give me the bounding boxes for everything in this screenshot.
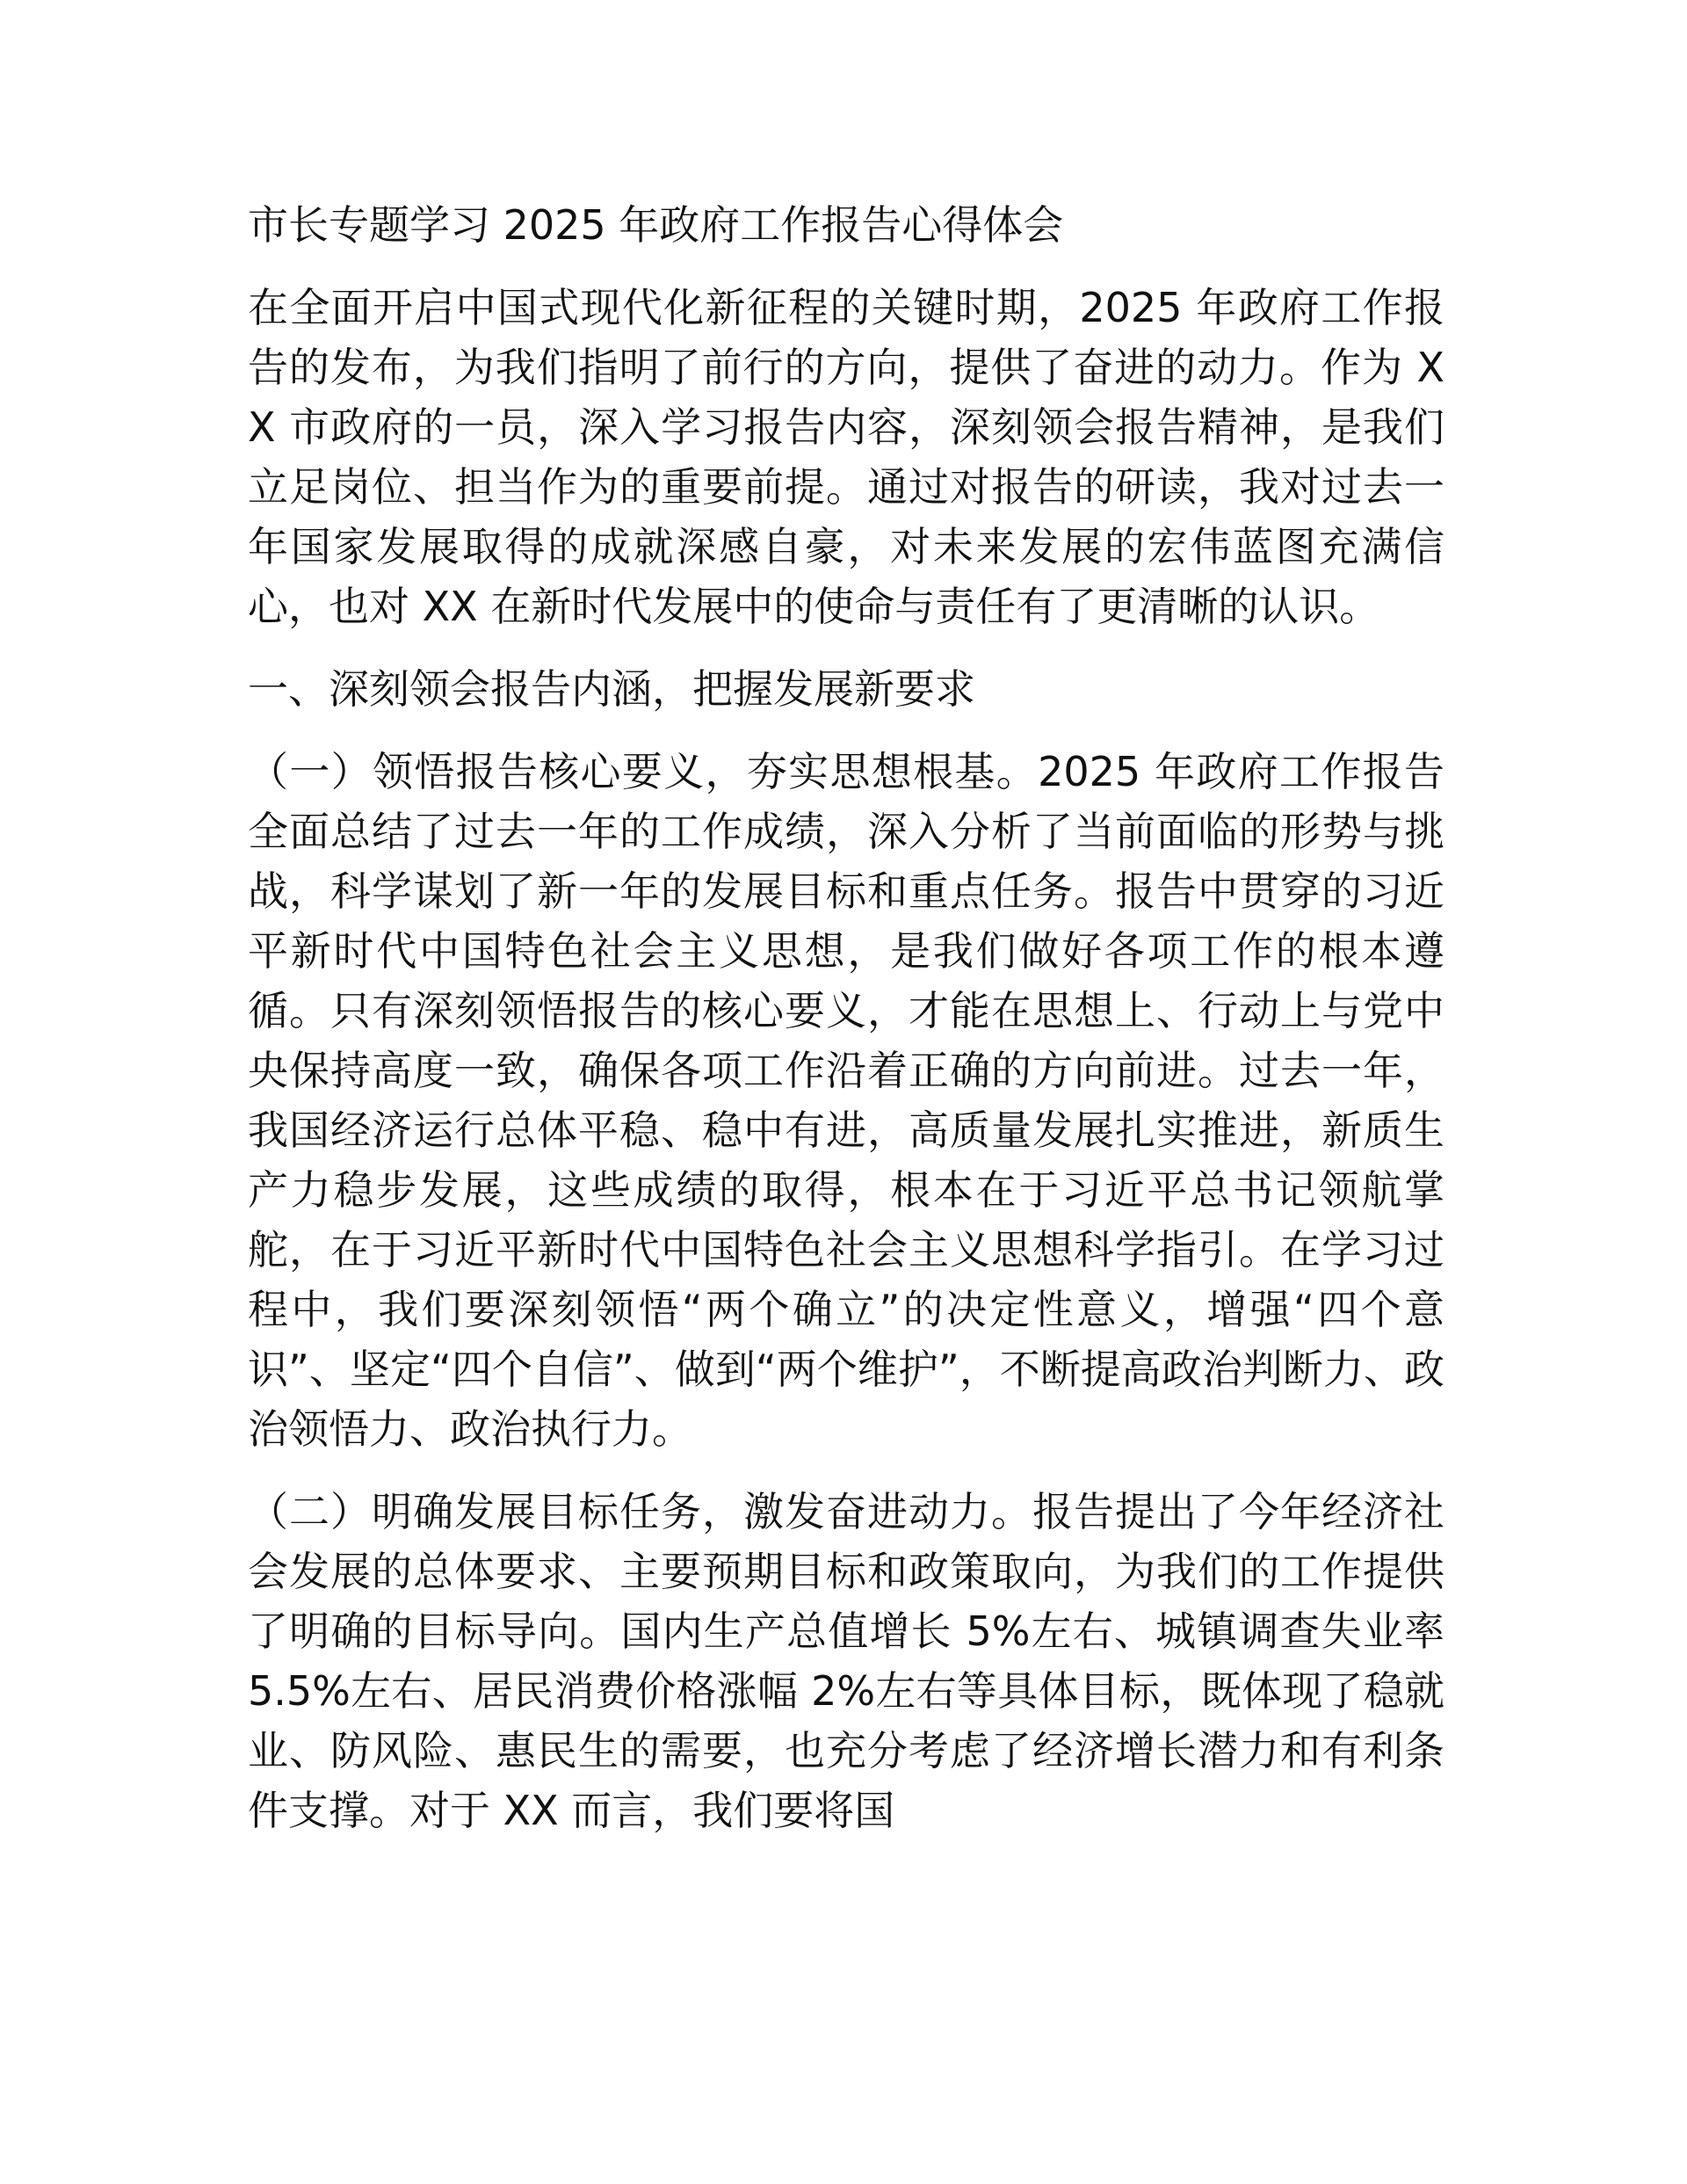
section-1-paragraph-2: （二）明确发展目标任务，激发奋进动力。报告提出了今年经济社会发展的总体要求、主要预期目标和政策取向，为我们的工作提供了明确的目标导向。国内生产总值增长 5%左右、城镇调查失业率 5.5%左右、居民消费价格涨幅 2%左右等具体目标，既体现了稳就业、防风险、惠民生的需要，也充分考虑了经济增长潜力和有利条件支撑。对于 XX 而言，我们要将国	[248, 1488, 1444, 1834]
section-heading-1: 一、深刻领会报告内涵，把握发展新要求	[248, 665, 975, 713]
intro-paragraph: 在全面开启中国式现代化新征程的关键时期，2025 年政府工作报告的发布，为我们指明了前行的方向，提供了奋进的动力。作为 XX 市政府的一员，深入学习报告内容，深刻领会报告精神，是我们立足岗位、担当作为的重要前提。通过对报告的研读，我对过去一年国家发展取得的成就深感自豪，对未来发展的宏伟蓝图充满信心，也对 XX 在新时代发展中的使命与责任有了更清晰的认识。	[248, 284, 1444, 630]
document-title: 市长专题学习 2025 年政府工作报告心得体会	[248, 201, 1064, 249]
section-1-paragraph-1: （一）领悟报告核心要义，夯实思想根基。2025 年政府工作报告全面总结了过去一年的工作成绩，深入分析了当前面临的形势与挑战，科学谋划了新一年的发展目标和重点任务。报告中贯穿的习近平新时代中国特色社会主义思想，是我们做好各项工作的根本遵循。只有深刻领悟报告的核心要义，才能在思想上、行动上与党中央保持高度一致，确保各项工作沿着正确的方向前进。过去一年，我国经济运行总体平稳、稳中有进，高质量发展扎实推进，新质生产力稳步发展，这些成绩的取得，根本在于习近平总书记领航掌舵，在于习近平新时代中国特色社会主义思想科学指引。在学习过程中，我们要深刻领悟“两个确立”的决定性意义，增强“四个意识”、坚定“四个自信”、做到“两个维护”，不断提高政治判断力、政治领悟力、政治执行力。	[248, 748, 1444, 1453]
document-body	[248, 195, 1444, 1863]
